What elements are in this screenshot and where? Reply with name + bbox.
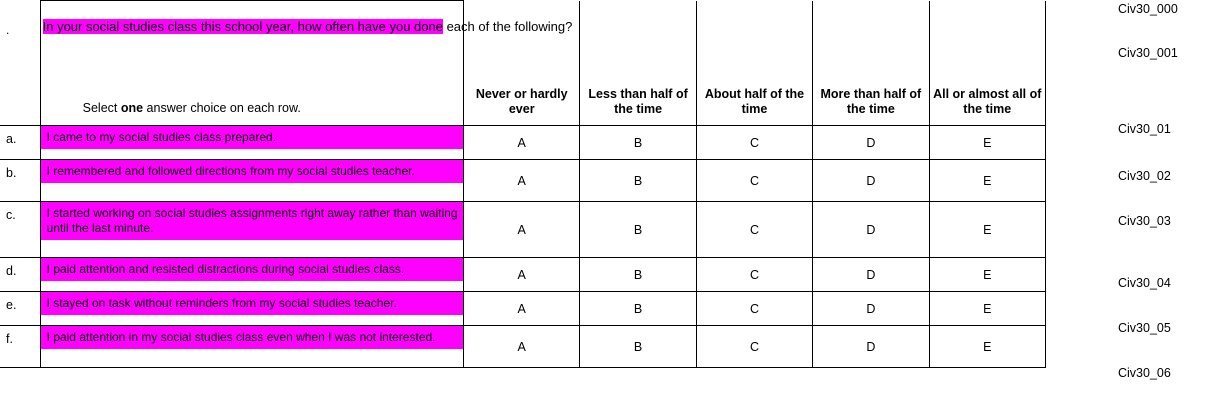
row-marker-cell <box>0 1 40 126</box>
item-stem-text: I came to my social studies class prepared. <box>41 126 463 149</box>
option-cell-a[interactable]: A <box>464 126 580 160</box>
column-header-about-half <box>696 1 812 126</box>
option-cell-b[interactable]: B <box>580 202 696 258</box>
option-cell-c[interactable]: C <box>696 202 812 258</box>
variable-code-list <box>1118 0 1222 409</box>
column-header-more-line2: the time <box>846 102 895 116</box>
question-header-row <box>0 1 1046 126</box>
item-letter: d. <box>0 258 40 292</box>
option-cell-c[interactable]: C <box>696 258 812 292</box>
variable-code: Civ30_001 <box>1118 46 1178 60</box>
variable-code: Civ30_05 <box>1118 321 1171 335</box>
option-cell-d[interactable]: D <box>813 160 929 202</box>
question-stem-highlight: In your social studies class this school year, how often have you done <box>42 19 443 34</box>
variable-code: Civ30_04 <box>1118 276 1171 290</box>
item-stem-cell <box>40 126 463 160</box>
item-stem-cell <box>40 160 463 202</box>
table-row <box>0 292 1046 326</box>
instruction-pre: Select <box>82 101 121 115</box>
column-header-less-line2: the time <box>614 102 663 116</box>
item-letter: e. <box>0 292 40 326</box>
column-header-all <box>929 1 1045 126</box>
item-stem-text: I paid attention in my social studies class even when I was not interested. <box>41 326 463 349</box>
item-stem-text: I paid attention and resisted distractions during social studies class. <box>41 258 463 281</box>
option-cell-e[interactable]: E <box>929 202 1045 258</box>
option-cell-e[interactable]: E <box>929 326 1045 368</box>
column-header-all-line2: the time <box>963 102 1012 116</box>
table-row <box>0 160 1046 202</box>
question-stem <box>41 1 573 34</box>
option-cell-d[interactable]: D <box>813 258 929 292</box>
column-header-about-line2: time <box>741 102 768 116</box>
option-cell-b[interactable]: B <box>580 126 696 160</box>
option-cell-a[interactable]: A <box>464 326 580 368</box>
column-header-about-line1: About half of the <box>704 87 805 101</box>
item-stem-cell <box>40 258 463 292</box>
variable-code: Civ30_03 <box>1118 214 1171 228</box>
option-cell-d[interactable]: D <box>813 292 929 326</box>
variable-code: Civ30_000 <box>1118 2 1178 16</box>
option-cell-b[interactable]: B <box>580 326 696 368</box>
table-row <box>0 326 1046 368</box>
option-cell-d[interactable]: D <box>813 326 929 368</box>
question-stem-rest: each of the following? <box>442 19 573 34</box>
table-row <box>0 202 1046 258</box>
table-row <box>0 258 1046 292</box>
option-cell-d[interactable]: D <box>813 202 929 258</box>
column-header-less-line1: Less than half of <box>588 87 688 101</box>
table-row <box>0 126 1046 160</box>
option-cell-b[interactable]: B <box>580 258 696 292</box>
option-cell-e[interactable]: E <box>929 258 1045 292</box>
option-cell-c[interactable]: C <box>696 326 812 368</box>
column-header-more-line1: More than half of <box>820 87 922 101</box>
option-cell-d[interactable]: D <box>813 126 929 160</box>
column-header-all-line1: All or almost all of <box>933 87 1042 101</box>
variable-code: Civ30_01 <box>1118 122 1171 136</box>
option-cell-c[interactable]: C <box>696 160 812 202</box>
column-header-more-than-half <box>813 1 929 126</box>
option-cell-a[interactable]: A <box>464 160 580 202</box>
item-letter: c. <box>0 202 40 258</box>
option-cell-a[interactable]: A <box>464 292 580 326</box>
item-stem-cell <box>40 326 463 368</box>
instruction-text <box>83 101 301 115</box>
item-stem-text: I stayed on task without reminders from my social studies teacher. <box>41 292 463 315</box>
option-cell-a[interactable]: A <box>464 202 580 258</box>
column-header-never-line1: Never or hardly <box>475 87 568 101</box>
option-cell-e[interactable]: E <box>929 126 1045 160</box>
option-cell-b[interactable]: B <box>580 292 696 326</box>
row-marker: . <box>6 22 10 37</box>
item-stem-text: I started working on social studies assignments right away rather than waiting until the last minute. <box>41 202 463 240</box>
option-cell-a[interactable]: A <box>464 258 580 292</box>
option-cell-c[interactable]: C <box>696 126 812 160</box>
instruction-post: answer choice on each row. <box>143 101 301 115</box>
option-cell-b[interactable]: B <box>580 160 696 202</box>
variable-code: Civ30_06 <box>1118 366 1171 380</box>
item-stem-text: I remembered and followed directions from my social studies teacher. <box>41 160 463 183</box>
item-stem-cell <box>40 202 463 258</box>
item-letter: f. <box>0 326 40 368</box>
option-cell-e[interactable]: E <box>929 160 1045 202</box>
option-cell-c[interactable]: C <box>696 292 812 326</box>
column-header-never-line2: ever <box>508 102 535 116</box>
item-letter: b. <box>0 160 40 202</box>
item-stem-cell <box>40 292 463 326</box>
item-letter: a. <box>0 126 40 160</box>
instruction-emphasis: one <box>120 101 144 115</box>
column-header-less-than-half <box>580 1 696 126</box>
option-cell-e[interactable]: E <box>929 292 1045 326</box>
variable-code: Civ30_02 <box>1118 169 1171 183</box>
